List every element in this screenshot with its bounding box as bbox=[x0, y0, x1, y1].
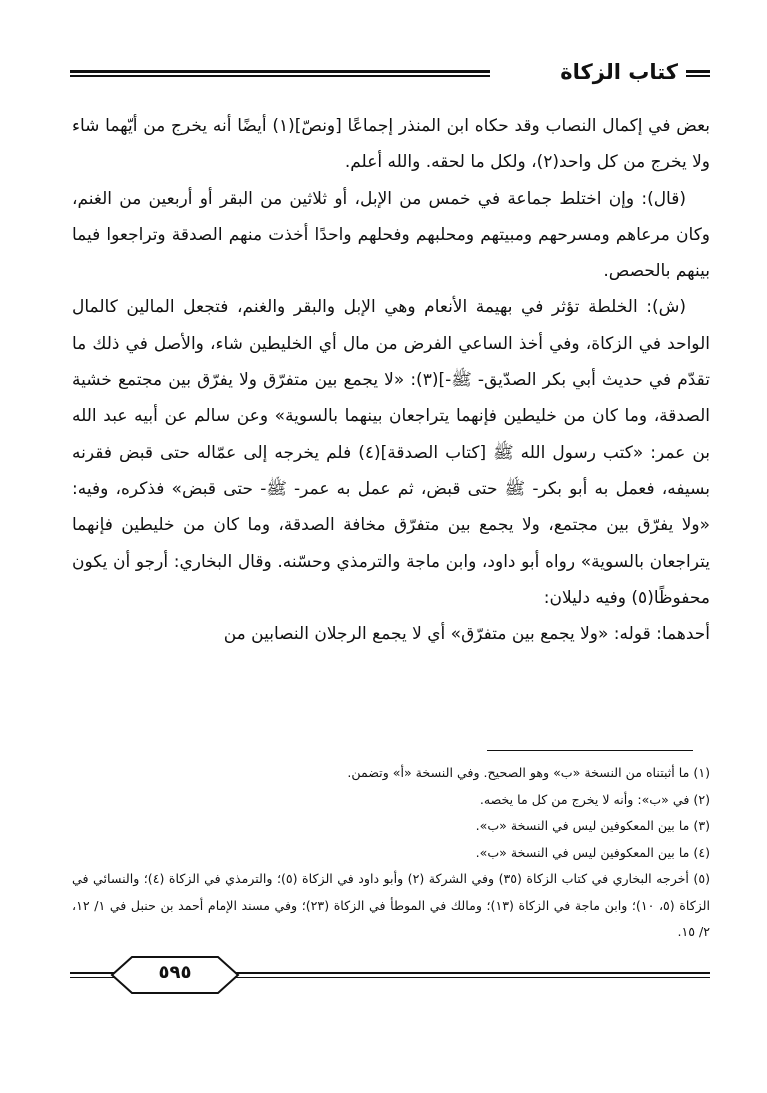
page-number-frame bbox=[110, 955, 240, 995]
footnote: (٢) في «ب»: وأنه لا يخرج من كل ما يخصه. bbox=[479, 791, 710, 807]
footnotes bbox=[72, 760, 710, 946]
running-header bbox=[70, 58, 710, 92]
header-rule-right bbox=[686, 70, 710, 77]
header-rule-left bbox=[70, 70, 490, 77]
paragraph: (قال): وإن اختلط جماعة في خمس من الإبل، أو ثلاثين من البقر أو أربعين من الغنم، وكان مرعاهم ومسرحهم ومبيتهم ومحلبهم وفحلهم واحدًا أخذت منهم الصدقة وتراجعوا فيما بينهم بالحصص. bbox=[72, 188, 710, 282]
main-text bbox=[72, 108, 710, 652]
paragraph: (ش): الخلطة تؤثر في بهيمة الأنعام وهي الإبل والبقر والغنم، فتجعل المالين كالمال الواحد في الزكاة، وفي أخذ الساعي الفرض من مال أي الخليطين شاء، والأصل في ذلك ما تقدّم في حديث أبي بكر الصدّيق- ﷺ-](٣): «لا يجمع بين متفرّق ولا يفرّق بين مجتمع خشية الصدقة، وما كان من خليطين فإنهما يتراجعان بينهما بالسوية» وعن سالم عن أبيه عبد الله بن عمر: «كتب رسول الله ﷺ [كتاب الصدقة](٤) فلم يخرجه إلى عمّاله حتى قبض فقرنه بسيفه، فعمل به أبو بكر- ﷺ حتى قبض، ثم عمل به عمر- ﷺ- حتى قبض» فذكره، وفيه: «ولا يفرّق بين مجتمع، ولا يجمع بين متفرّق مخافة الصدقة، وما كان من خليطين فإنهما يتراجعان بالسوية» رواه أبو داود، وابن ماجة والترمذي وحسّنه. وقال البخاري: أرجو أن يكون محفوظًا(٥) وفيه دليلان: bbox=[72, 297, 711, 608]
footnote: (٤) ما بين المعكوفين ليس في النسخة «ب». bbox=[475, 844, 710, 860]
page-number: ٥٩٥ bbox=[158, 962, 192, 983]
footnote-separator bbox=[487, 750, 693, 751]
footnote: (٥) أخرجه البخاري في كتاب الزكاة (٣٥) وفي الشركة (٢) وأبو داود في الزكاة (٥)؛ والترمذي في الزكاة (٤)؛ والنسائي في الزكاة (٥، ١٠)؛ وابن ماجة في الزكاة (١٣)؛ ومالك في الموطأ في الزكاة (٢٣)؛ وفي مسند الإمام أحمد بن حنبل في ١/ ١٢، ٢/ ١٥. bbox=[72, 871, 711, 939]
paragraph: أحدهما: قوله: «ولا يجمع بين متفرّق» أي لا يجمع الرجلان النصابين من bbox=[223, 624, 710, 645]
chapter-title: كتاب الزكاة bbox=[560, 60, 678, 84]
footnote: (٣) ما بين المعكوفين ليس في النسخة «ب». bbox=[475, 818, 710, 833]
footnote: (١) ما أثبتناه من النسخة «ب» وهو الصحيح. وفي النسخة «أ» وتضمن. bbox=[347, 765, 710, 780]
page-footer bbox=[70, 955, 710, 995]
paragraph: بعض في إكمال النصاب وقد حكاه ابن المنذر إجماعًا [ونصّ](١) أيضًا أنه يخرج من أيّهما شاء ولا يخرج من كل واحد(٢)، ولكل ما لحقه. والله أعلم. bbox=[72, 116, 710, 173]
